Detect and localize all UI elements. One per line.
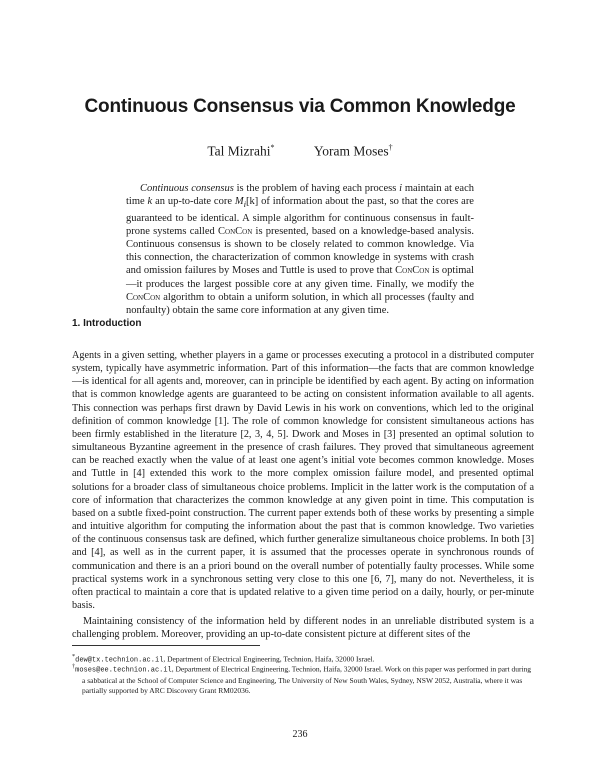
abstract-text: an up-to-date core bbox=[152, 196, 235, 208]
math-var: k bbox=[147, 196, 153, 208]
author-list bbox=[0, 143, 600, 160]
section-heading: 1. Introduction bbox=[72, 318, 142, 329]
footnote bbox=[72, 662, 534, 696]
math-var: M bbox=[234, 196, 244, 208]
abstract-term: Continuous consensus bbox=[140, 183, 234, 194]
author-footnote-mark: * bbox=[270, 143, 275, 152]
footnote-text: , Department of Electrical Engineering, Technion, Haifa, 32000 Israel. bbox=[163, 654, 375, 664]
math-var: i bbox=[399, 183, 403, 194]
footnote-mark: † bbox=[72, 663, 76, 670]
math-var: i bbox=[243, 199, 247, 210]
author-email: moses@ee.technion.ac.il bbox=[75, 666, 172, 675]
algorithm-name: ConCon bbox=[126, 291, 161, 303]
body-paragraph: Agents in a given setting, whether players in a game or processes executing a protocol in a distributed computer system, typically have asymmetric information. Part of this information—the facts that are common knowledge—is identical for all agents and, moreover, can in principle be identified by each agent. By acting on information that is common knowledge agents are guaranteed to be acting on consistent information available to all agents. This connection was perhaps first drawn by David Lewis in his work on conventions, which led to the original definition of common knowledge [1]. The role of common knowledge for consistent simultaneous actions has been firmly established in the literature [2, 3, 4, 5]. Dwork and Moses in [3] presented an optimal solution to simultaneous Byzantine agreement in the presence of crash failures. They proved that simultaneous agreement can be reached exactly when the value of at least one agent’s initial vote becomes common knowledge. Moses and Tuttle in [4] extended this work to the more complex omission failure model, and presented optimal solutions for a broader class of simultaneous choice problems. Implicit in the latter work is the computation of a core of information that characterizes the common knowledge at any given point in time. This computation is based on a subtle fixed-point construction. The current paper extends both of these works by presenting a simple and intuitive algorithm for computing the information about the past that is common knowledge. Two varieties of the continuous consensus task are defined, which further generalize simultaneous choice problems. In both [3] and [4], as well as in the current paper, it is assumed that the processes operate in synchronous rounds of communication and there is an a priori bound on the overall number of potentially faulty processes. While some practical systems work in a synchronous setting very close to this one [6, 7], many do not. Nevertheless, it is often practical to maintain a core that is updated relative to a given time period on a daily, hourly, or per-minute basis. bbox=[72, 350, 534, 611]
algorithm-name: ConCon bbox=[395, 265, 430, 277]
abstract-text: maintain at each time bbox=[126, 183, 474, 208]
abstract-text: algorithm to obtain a uniform solution, in which all processes (faulty and nonfaulty) obtain the same core information at any given time. bbox=[126, 291, 474, 316]
author-name: Tal Mizrahi bbox=[207, 143, 271, 159]
abstract-text: is optimal—it produces the largest possible core at any given time. Finally, we modify the bbox=[126, 265, 474, 290]
footnote-text: , Department of Electrical Engineering, Technion, Haifa, 32000 Israel. Work on this paper was performed in part during a sabbatical at the School of Computer Science and Engineering, The University of New South Wales, Sydney, NSW 2052, Australia, where it was partially supported by ARC Discovery Grant RM02036. bbox=[82, 664, 532, 696]
author bbox=[314, 143, 393, 160]
body-paragraph: Maintaining consistency of the information held by different nodes in an unreliable distributed system is a challenging problem. Moreover, providing an up-to-date consistent picture at different sites of the bbox=[72, 616, 534, 641]
page-number: 236 bbox=[292, 729, 308, 740]
abstract-text: is the problem of having each process bbox=[233, 183, 400, 194]
author-footnote-mark: † bbox=[388, 143, 393, 152]
footnote-rule bbox=[72, 645, 260, 646]
author bbox=[207, 143, 274, 160]
math-var: [k] bbox=[246, 196, 259, 208]
paper-title: Continuous Consensus via Common Knowledge bbox=[84, 96, 516, 117]
author-name: Yoram Moses bbox=[313, 143, 389, 159]
abstract bbox=[126, 182, 474, 317]
footnote-mark: * bbox=[72, 653, 76, 660]
abstract-text: of information about the past, so that the cores are guaranteed to be identical. A simple algorithm for continuous consensus in fault-prone systems called bbox=[126, 196, 474, 237]
abstract-text: is presented, based on a knowledge-based analysis. Continuous consensus is shown to be closely related to common knowledge. Via this connection, the characterization of common knowledge in systems with crash and omission failures by Moses and Tuttle is used to prove that bbox=[126, 225, 474, 277]
algorithm-name: ConCon bbox=[218, 225, 253, 237]
author-email: dew@tx.technion.ac.il bbox=[75, 656, 164, 665]
